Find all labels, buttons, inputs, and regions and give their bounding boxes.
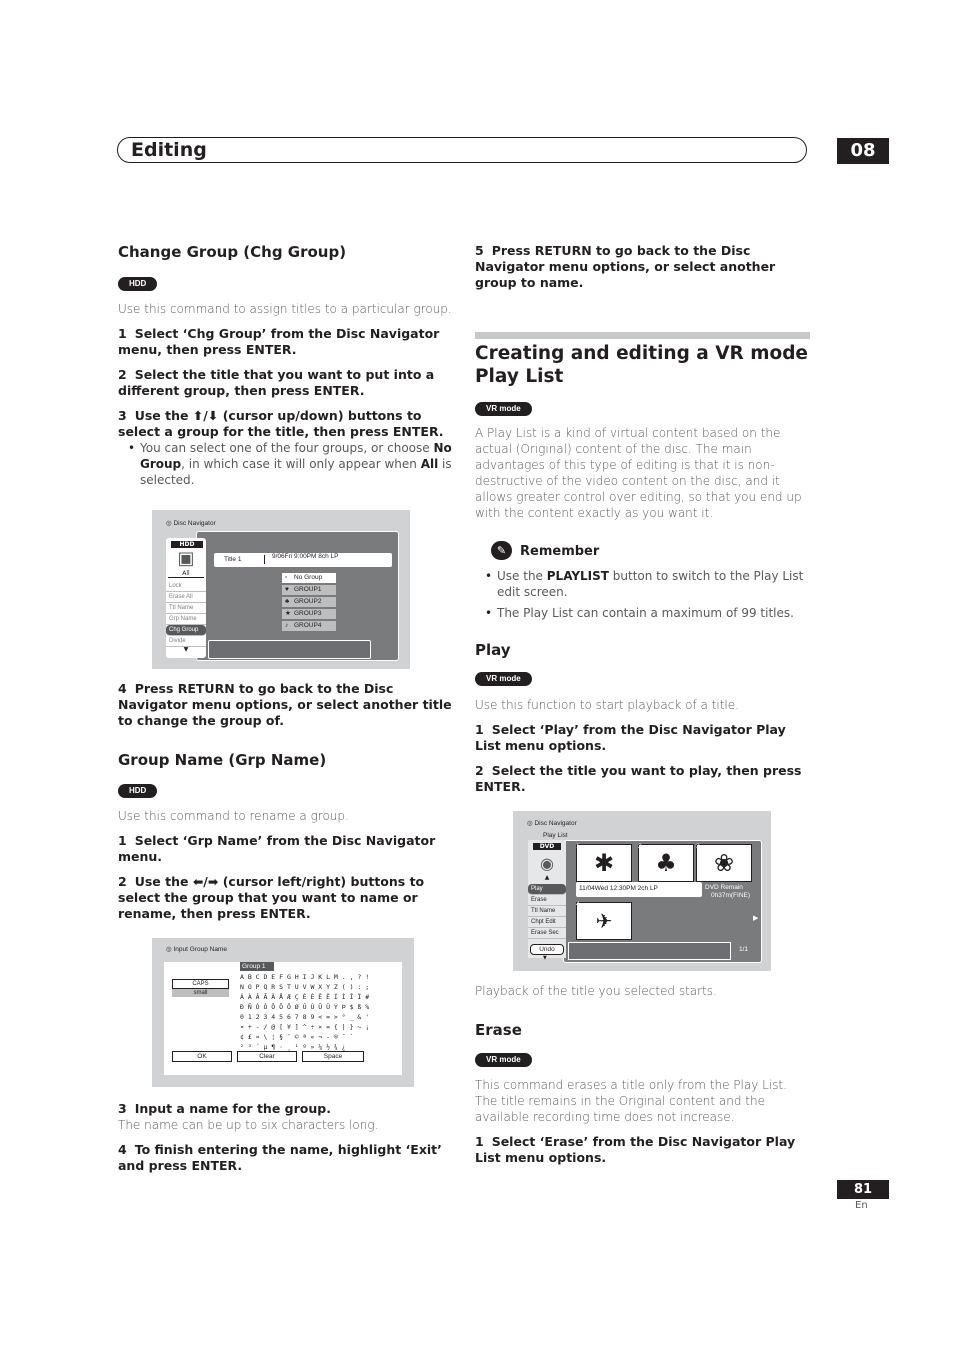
undo-button[interactable]: Undo [530, 944, 564, 955]
group-name-field[interactable]: Group 1 [240, 962, 274, 971]
navigator-menu [166, 538, 206, 658]
chapter-number: 08 [837, 138, 889, 164]
chg-bullet: • You can select one of the four groups, or choose No Group, in which case it will only appear when All is selected. [118, 440, 454, 488]
grp-step-5: 5 Press RETURN to go back to the Disc Navigator menu options, or select another group to name. [475, 243, 776, 290]
erase-step-1: 1 Select ‘Erase’ from the Disc Navigator Play List menu options. [475, 1134, 796, 1165]
group-4[interactable]: ♪ GROUP4 [282, 621, 336, 631]
menu-divide[interactable]: Divide [166, 636, 206, 647]
disc-navigator-screenshot [152, 510, 410, 669]
play-step-1: 1 Select ‘Play’ from the Disc Navigator Play List menu options. [475, 722, 786, 753]
title-info-bar: 11/04Wed 12:30PM 2ch LP [576, 882, 702, 897]
play-after: Playback of the title you selected starts. [475, 984, 717, 998]
thumbnail-4[interactable]: 4 ✈ [576, 902, 632, 940]
vr-mode-badge: VR mode [475, 402, 532, 416]
grp-name-intro: Use this command to rename a group. [118, 809, 349, 823]
group-no-group[interactable]: ▫ No Group [282, 573, 336, 583]
menu-erase-all[interactable]: Erase All [166, 592, 206, 603]
erase-intro: This command erases a title only from the Play List. The title remains in the Original content and the available recording time does not increase. [475, 1078, 787, 1124]
group-2[interactable]: ♣ GROUP2 [282, 597, 336, 607]
play-intro: Use this function to start playback of a title. [475, 698, 739, 712]
scroll-up-icon[interactable]: ▲ [544, 874, 550, 881]
right-column [475, 243, 810, 1166]
dvd-remain-value: 0h37m(FINE) [711, 892, 751, 899]
caps-button[interactable]: CAPS [172, 979, 229, 989]
vr-mode-badge-2: VR mode [475, 672, 532, 686]
left-column [118, 243, 454, 1174]
lily-icon: ❀ [713, 849, 735, 877]
key-row-5[interactable]: 0 1 2 3 4 5 6 7 8 9 < = > ° _ & ' [240, 1013, 370, 1021]
status-bar [568, 942, 731, 960]
input-group-name-screenshot [152, 938, 414, 1087]
page-indicator: 1/1 [739, 946, 749, 953]
chg-step-2: 2 Select the title that you want to put into a different group, then press ENTER. [118, 367, 435, 398]
chapter-header [117, 137, 807, 163]
menu-ttl-name[interactable]: Ttl Name [528, 906, 566, 917]
key-row-7[interactable]: ¢ £ ¤ \ ¦ § ¨ © ª « ¬ - ® ¯ ` [240, 1033, 354, 1041]
hdd-badge-2: HDD [118, 784, 157, 798]
remember-bullet-2: • The Play List can contain a maximum of 99 titles. [475, 605, 810, 621]
play-list-screenshot [513, 811, 771, 971]
group-1[interactable]: ♥ GROUP1 [282, 585, 336, 595]
chg-step-3: 3 Use the ⬆/⬇ (cursor up/down) buttons to select a group for the title, then press ENTER. [118, 408, 444, 439]
key-row-3[interactable]: Á À Â Ã Ä Å Æ Ç É È Ê Ë Í Ì Î Ï # [240, 993, 370, 1001]
clear-button[interactable]: Clear [237, 1051, 297, 1062]
key-row-8[interactable]: ² ³ ´ µ ¶ · ¸ ¹ º » ¼ ½ ¾ ¿ [240, 1043, 346, 1051]
disc-navigator-title: ◎ Disc Navigator [166, 520, 216, 527]
chapter-title: Editing [131, 139, 207, 161]
key-row-2[interactable]: N O P Q R S T U V W X Y Z ( ) : ; [240, 983, 370, 991]
remember-row [491, 541, 810, 563]
scroll-down-icon[interactable]: ▼ [543, 955, 547, 961]
leaf-icon: ✱ [593, 849, 615, 877]
vr-heading: Creating and editing a VR mode Play List [475, 343, 808, 387]
chg-group-intro: Use this command to assign titles to a particular group. [118, 302, 452, 316]
ok-button[interactable]: OK [172, 1051, 232, 1062]
disc-icon: ◎ [527, 820, 535, 827]
small-button[interactable]: small [172, 989, 229, 997]
menu-lock[interactable]: Lock [166, 581, 206, 592]
chg-group-heading: Change Group (Chg Group) [118, 243, 347, 261]
play-list-title: ◎ Disc Navigator [527, 820, 577, 827]
grp-name-heading: Group Name (Grp Name) [118, 751, 327, 769]
play-step-2: 2 Select the title you want to play, then press ENTER. [475, 763, 802, 794]
hdd-box-icon: ▣ [177, 548, 195, 569]
chg-step-1: 1 Select ‘Chg Group’ from the Disc Navigator menu, then press ENTER. [118, 326, 440, 357]
thumbnail-1[interactable]: 1 ✱ [576, 844, 632, 882]
group-3[interactable]: ★ GROUP3 [282, 609, 336, 619]
input-group-name-title: ◎ Input Group Name [166, 946, 227, 953]
key-row-6[interactable]: ¤ + - / @ [ ¥ ] ^ ÷ × = { | } ~ ¡ [240, 1023, 370, 1031]
scroll-down-icon[interactable]: ▼ [183, 646, 189, 653]
thumbnail-2[interactable]: 2 ♣ [638, 844, 694, 882]
hdd-badge: HDD [118, 277, 157, 291]
vr-mode-badge-3: VR mode [475, 1053, 532, 1067]
dvd-drive-label: DVD [533, 843, 561, 850]
remember-label: Remember [520, 544, 600, 559]
all-label: All [168, 570, 204, 578]
menu-chpt-edit[interactable]: Chpt Edit [528, 917, 566, 928]
play-heading: Play [475, 641, 511, 659]
remember-bullet-1: • Use the PLAYLIST button to switch to the Play List edit screen. [475, 568, 810, 600]
title-row[interactable]: Title 1 9/06Fri 9:00PM 8ch LP [214, 553, 392, 567]
next-page-icon[interactable]: ▶ [753, 914, 759, 922]
dvd-remain-label: DVD Remain [705, 884, 743, 891]
menu-chg-group[interactable]: Chg Group [166, 625, 206, 636]
grp-step-4: 4 To finish entering the name, highlight ‘Exit’ and press ENTER. [118, 1142, 442, 1173]
dvd-disc-icon: ◉ [540, 854, 554, 873]
grp-step-3: 3 Input a name for the group. [118, 1101, 331, 1116]
erase-heading: Erase [475, 1021, 522, 1039]
menu-play[interactable]: Play [528, 884, 566, 895]
page-language: En [855, 1200, 868, 1211]
key-row-4[interactable]: Ð Ñ Ó Ò Ô Õ Ö Ø Ú Ù Û Ü Ý Þ $ ß % [240, 1003, 370, 1011]
grp-step-1: 1 Select ‘Grp Name’ from the Disc Navigator menu. [118, 833, 436, 864]
hdd-drive-label: HDD [171, 541, 203, 548]
vr-intro: A Play List is a kind of virtual content based on the actual (Original) content of the disc. The main advantages of this type of editing is that it is non-destructive of the video content on the disc, and it allows greater control over editing, so that you end up with the content exactly as you want it. [475, 426, 802, 520]
remember-icon: ✎ [491, 541, 512, 560]
menu-grp-name[interactable]: Grp Name [166, 614, 206, 625]
play-list-subtitle: Play List [543, 832, 568, 839]
menu-ttl-name[interactable]: Ttl Name [166, 603, 206, 614]
info-bar [208, 640, 371, 659]
page-number: 81 [837, 1180, 889, 1199]
grp-step-3-note: The name can be up to six characters long. [118, 1118, 379, 1132]
key-row-1[interactable]: A B C D E F G H I J K L M . , ? ! [240, 973, 370, 981]
disc-icon: ◎ [166, 520, 174, 527]
toucan-icon: ✈ [595, 909, 613, 933]
grp-step-2: 2 Use the ⬅/➡ (cursor left/right) buttons to select the group that you want to name or rename, then press ENTER. [118, 874, 425, 921]
space-button[interactable]: Space [302, 1051, 364, 1062]
chg-step-4: 4 Press RETURN to go back to the Disc Navigator menu options, or select another title to change the group of. [118, 681, 452, 728]
menu-erase-sec[interactable]: Erase Sec [528, 928, 566, 939]
menu-erase[interactable]: Erase [528, 895, 566, 906]
tree-icon: ♣ [655, 849, 677, 877]
play-list-menu [528, 840, 566, 958]
thumbnail-3[interactable]: 3 ❀ [696, 844, 752, 882]
disc-icon: ◎ [166, 946, 174, 953]
section-rule [475, 332, 810, 339]
